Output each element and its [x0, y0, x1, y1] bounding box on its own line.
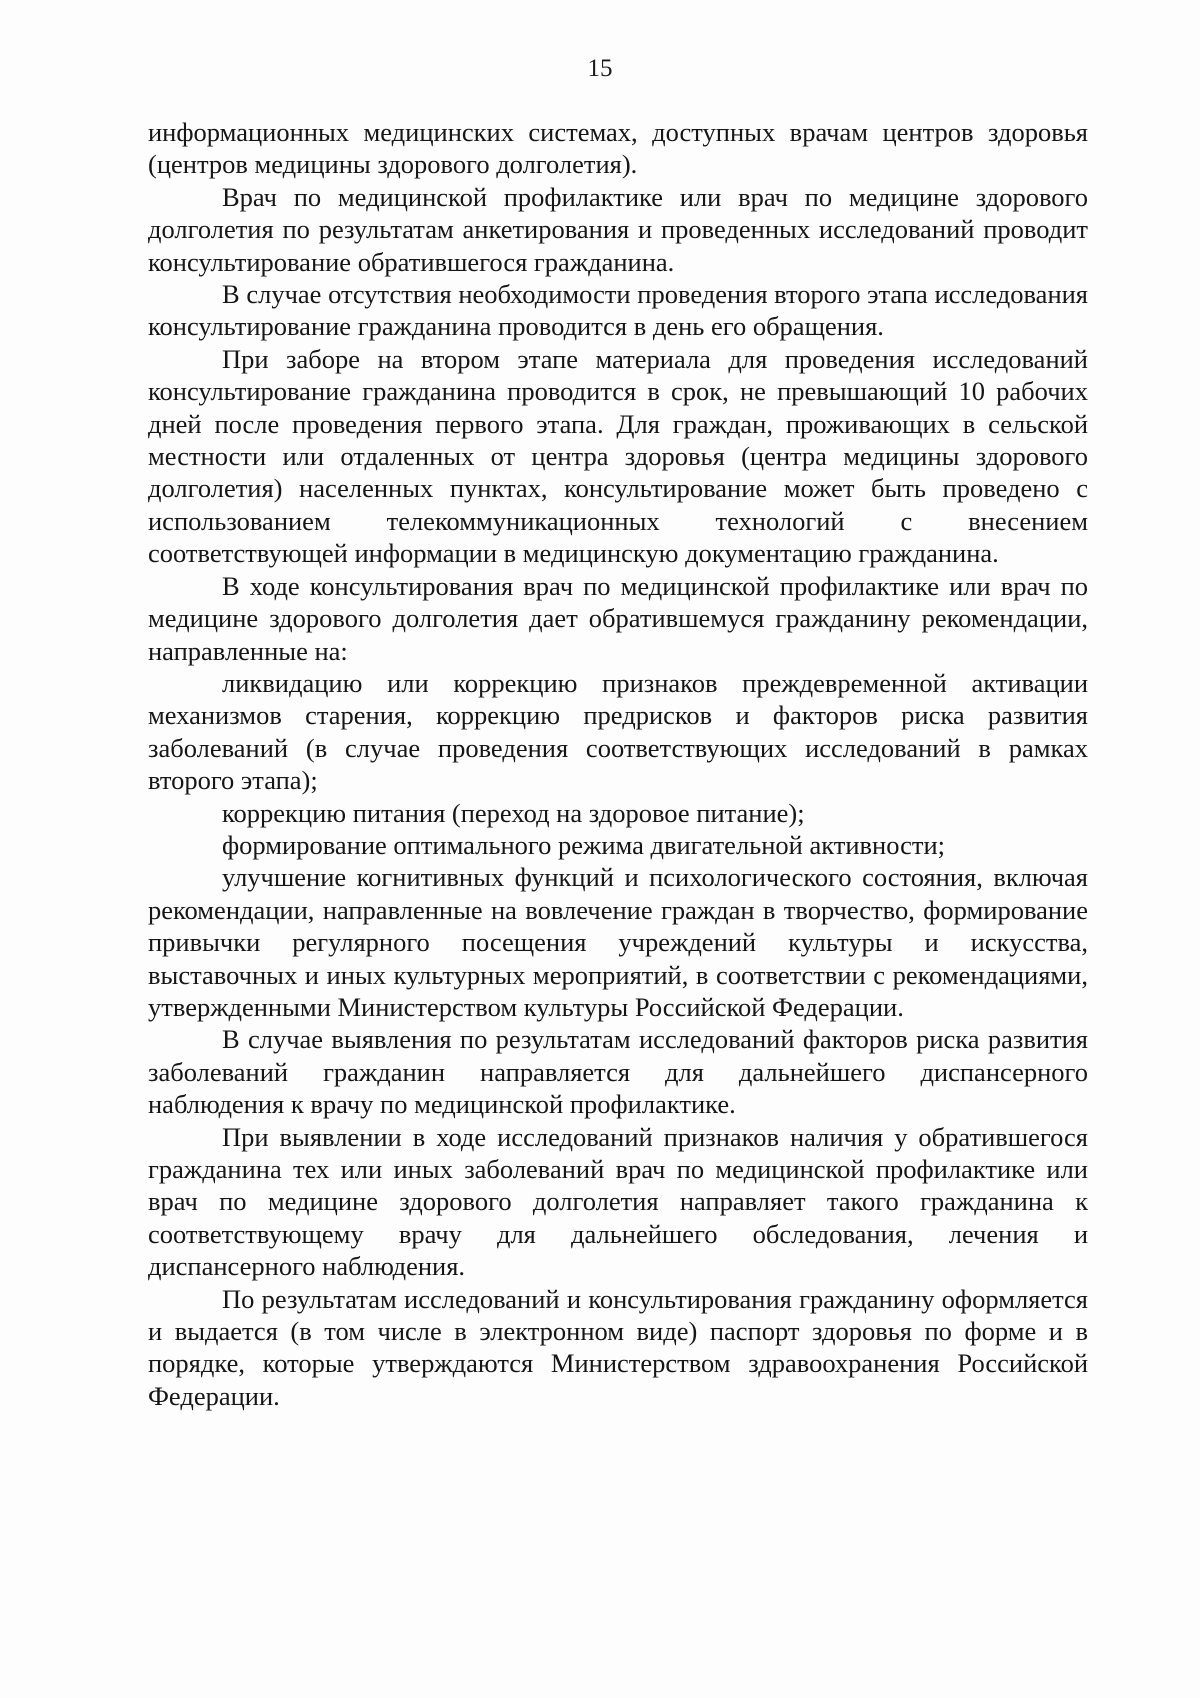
- paragraph-12: По результатам исследований и консультирования гражданину оформляется и выдается (в том числе в электронном виде) паспорт здоровья по форме и в порядке, которые утверждаются Министерством здравоохранения Российской Федерации.: [148, 1283, 1088, 1411]
- paragraph-2: Врач по медицинской профилактике или врач по медицине здорового долголетия по результатам анкетирования и проведенных исследований проводит консультирование обратившегося гражданина.: [148, 181, 1088, 277]
- document-body: [148, 116, 1088, 1412]
- paragraph-4: При заборе на втором этапе материала для проведения исследований консультирование гражданина проводится в срок, не превышающий 10 рабочих дней после проведения первого этапа. Для граждан, проживающих в сельской местности или отдаленных от центра здоровья (центра медицины здорового долголетия) населенных пунктах, консультирование может быть проведено с использованием телекоммуникационных технологий с внесением соответствующей информации в медицинскую документацию гражданина.: [148, 343, 1088, 569]
- paragraph-11: При выявлении в ходе исследований признаков наличия у обратившегося гражданина тех или иных заболеваний врач по медицинской профилактике или врач по медицине здорового долголетия направляет такого гражданина к соответствующему врачу для дальнейшего обследования, лечения и диспансерного наблюдения.: [148, 1121, 1088, 1282]
- paragraph-1: информационных медицинских системах, доступных врачам центров здоровья (центров медицины здорового долголетия).: [148, 117, 1088, 180]
- paragraph-8: формирование оптимального режима двигательной активности;: [222, 829, 946, 860]
- paragraph-7: коррекцию питания (переход на здоровое питание);: [222, 797, 805, 828]
- paragraph-5: В ходе консультирования врач по медицинской профилактике или врач по медицине здорового долголетия дает обратившемуся гражданину рекомендации, направленные на:: [148, 570, 1088, 666]
- paragraph-3: В случае отсутствия необходимости проведения второго этапа исследования консультирование гражданина проводится в день его обращения.: [148, 279, 1088, 342]
- page-number: 15: [587, 55, 613, 82]
- paragraph-6: ликвидацию или коррекцию признаков преждевременной активации механизмов старения, коррекцию предрисков и факторов риска развития заболеваний (в случае проведения соответствующих исследований в рамках второго этапа);: [148, 667, 1088, 796]
- paragraph-10: В случае выявления по результатам исследований факторов риска развития заболеваний гражданин направляется для дальнейшего диспансерного наблюдения к врачу по медицинской профилактике.: [148, 1024, 1088, 1120]
- paragraph-9: улучшение когнитивных функций и психологического состояния, включая рекомендации, направленные на вовлечение граждан в творчество, формирование привычки регулярного посещения учреждений культуры и искусства, выставочных и иных культурных мероприятий, в соответствии с рекомендациями, утвержденными Министерством культуры Российской Федерации.: [148, 862, 1088, 1022]
